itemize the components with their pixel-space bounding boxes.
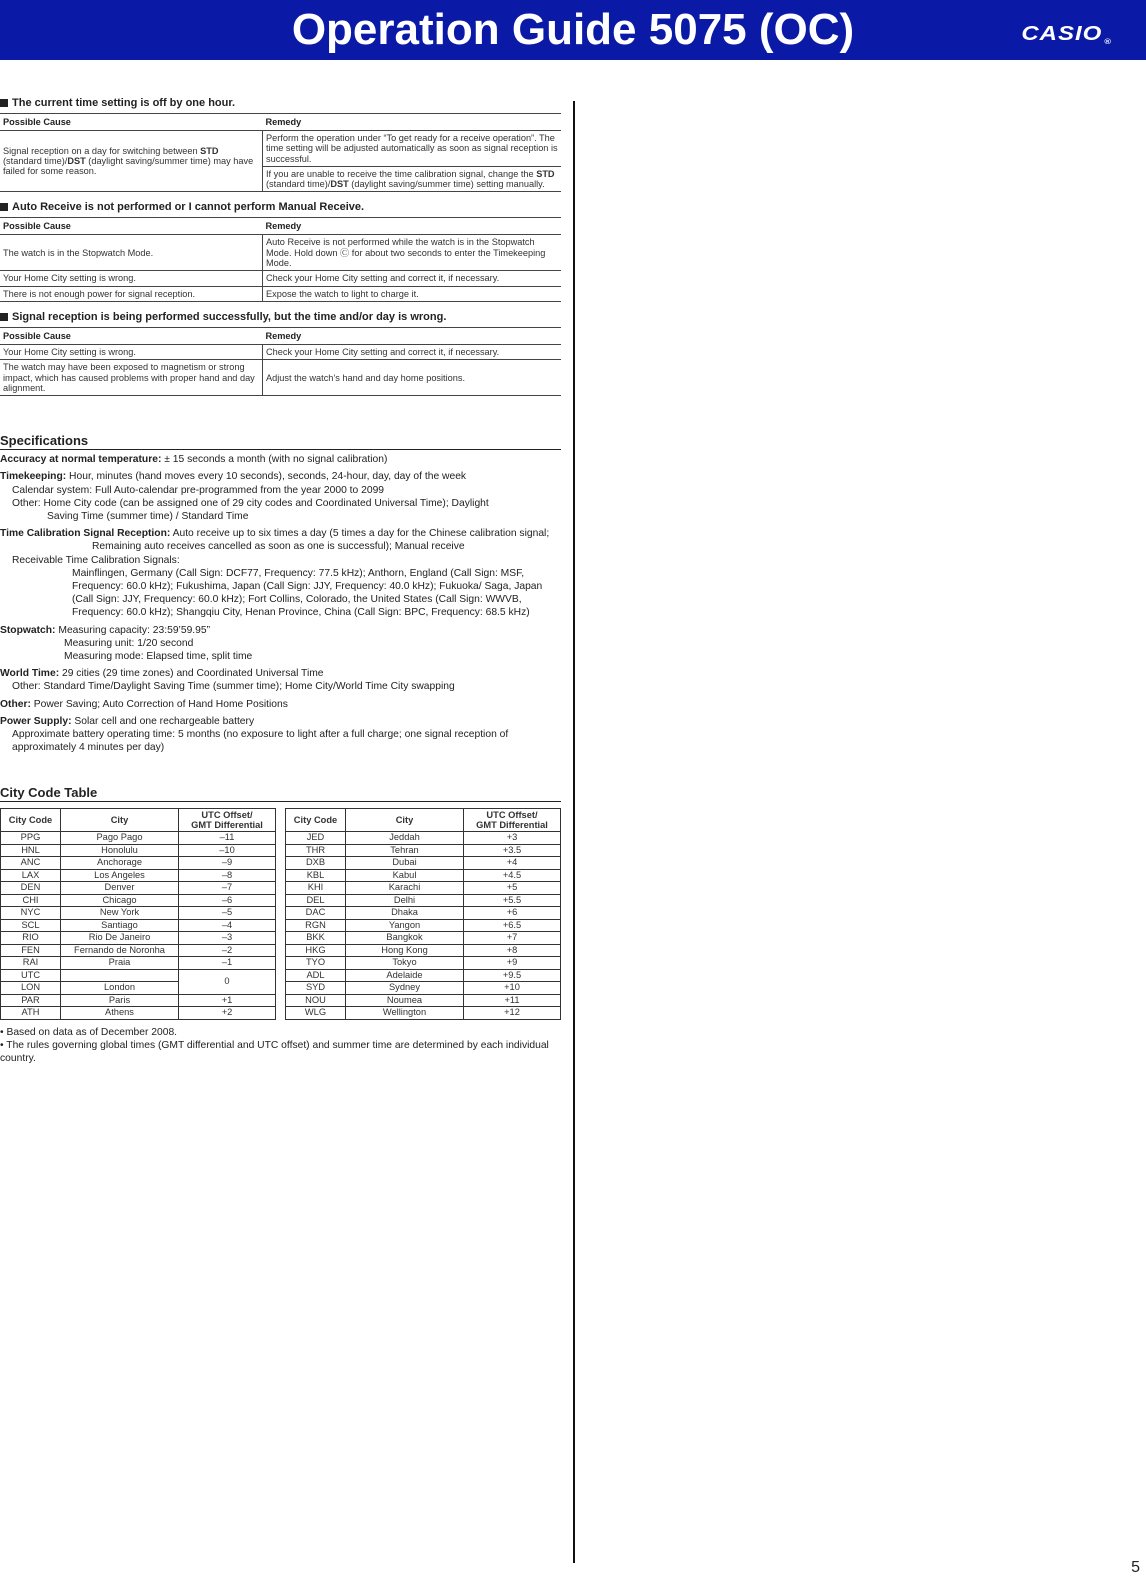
city-table-header: City [346, 809, 464, 832]
table-row [1, 894, 276, 907]
spec-text: Measuring mode: Elapsed time, split time [64, 651, 253, 662]
table-cell: –9 [179, 857, 276, 870]
table-cell: –1 [179, 957, 276, 970]
page-number: 5 [1131, 1559, 1140, 1576]
table-row [286, 907, 561, 920]
remedy-cell: If you are unable to receive the time calibration signal, change the STD (standard time)/DST (daylight saving/summer time) setting manually. [263, 166, 562, 192]
table-cell: Denver [61, 882, 179, 895]
table-cell: Pago Pago [61, 832, 179, 845]
remedy-cell: Expose the watch to light to charge it. [263, 286, 562, 301]
table-row [286, 982, 561, 995]
table-cell: BKK [286, 932, 346, 945]
col-remedy: Remedy [263, 114, 562, 131]
spec-text: Receivable Time Calibration Signals: [12, 554, 180, 566]
table-cell: TYO [286, 957, 346, 970]
table-cell: Athens [61, 1007, 179, 1020]
casio-logo [1021, 22, 1112, 46]
spec-label: Stopwatch: [0, 624, 56, 636]
cause-cell: Signal reception on a day for switching between STD (standard time)/DST (daylight saving/summer time) may have failed for some reason. [0, 131, 263, 192]
city-table-left [0, 808, 276, 1020]
table-cell: RAI [1, 957, 61, 970]
col-remedy: Remedy [263, 327, 562, 344]
table-cell: Kabul [346, 869, 464, 882]
col-remedy: Remedy [263, 218, 562, 235]
spec-line [0, 698, 561, 711]
table-cell: Rio De Janeiro [61, 932, 179, 945]
table-cell: Yangon [346, 919, 464, 932]
spec-label: Other: [0, 698, 31, 710]
table-cell: Los Angeles [61, 869, 179, 882]
table-cell: Hong Kong [346, 944, 464, 957]
table-cell: Honolulu [61, 844, 179, 857]
remedy-cell: Perform the operation under “To get ready for a receive operation”. The time setting will be adjusted automatically as soon as signal reception is successful. [263, 131, 562, 167]
spec-line [0, 453, 561, 466]
table-cell: –3 [179, 932, 276, 945]
table-cell: HKG [286, 944, 346, 957]
table-row [1, 932, 276, 945]
table-row [1, 994, 276, 1007]
spec-text: Approximate battery operating time: 5 months (no exposure to light after a full charge; one signal reception of approximately 4 minutes per day) [12, 729, 509, 754]
col-cause: Possible Cause [0, 218, 263, 235]
spec-line [0, 527, 561, 553]
table-cell: Jeddah [346, 832, 464, 845]
page-title: Operation Guide 5075 (OC) [291, 5, 855, 54]
table-cell: –5 [179, 907, 276, 920]
city-code-table-heading: City Code Table [0, 785, 561, 802]
cause-cell: Your Home City setting is wrong. [0, 271, 263, 286]
city-code-tables [0, 808, 561, 1020]
table-cell: THR [286, 844, 346, 857]
table-cell: PAR [1, 994, 61, 1007]
cause-cell: The watch is in the Stopwatch Mode. [0, 235, 263, 271]
spec-line [0, 667, 561, 680]
col-cause: Possible Cause [0, 327, 263, 344]
spec-text: Measuring unit: 1/20 second [64, 637, 194, 649]
spec-label: Timekeeping: [0, 471, 67, 483]
table-cell: Karachi [346, 882, 464, 895]
table-cell: Dhaka [346, 907, 464, 920]
spec-line [0, 624, 561, 637]
spec-line [0, 680, 561, 693]
table-row [1, 919, 276, 932]
table-cell: +12 [464, 1007, 561, 1020]
spec-text: Hour, minutes (hand moves every 10 seconds), seconds, 24-hour, day, day of the week [66, 471, 467, 483]
table-cell: Anchorage [61, 857, 179, 870]
table-cell: +10 [464, 982, 561, 995]
table-cell: Bangkok [346, 932, 464, 945]
square-bullet-icon [0, 313, 8, 321]
table-cell: Delhi [346, 894, 464, 907]
city-table-header: City Code [1, 809, 61, 832]
table-row [1, 869, 276, 882]
table-row [286, 894, 561, 907]
registered-mark: ® [1104, 37, 1112, 46]
table-cell: Santiago [61, 919, 179, 932]
table-cell: FEN [1, 944, 61, 957]
table-cell: +11 [464, 994, 561, 1007]
spec-line [0, 650, 561, 663]
spec-line [0, 715, 561, 728]
table-cell: –7 [179, 882, 276, 895]
spec-line [0, 567, 561, 620]
spec-text: Solar cell and one rechargeable battery [71, 715, 255, 727]
table-row [286, 869, 561, 882]
table-cell: KBL [286, 869, 346, 882]
table-cell: Praia [61, 957, 179, 970]
table-cell: DXB [286, 857, 346, 870]
spec-label: Power Supply: [0, 715, 72, 727]
table-row [286, 932, 561, 945]
spec-line [0, 470, 561, 483]
table-cell: UTC [1, 969, 61, 982]
remedy-cell: Check your Home City setting and correct it, if necessary. [263, 344, 562, 359]
cause-cell: The watch may have been exposed to magnetism or strong impact, which has caused problems with proper hand and day alignment. [0, 360, 263, 396]
table-row [1, 957, 276, 970]
trouble-table-1 [0, 113, 561, 192]
table-cell: ATH [1, 1007, 61, 1020]
table-row [286, 857, 561, 870]
table-cell: Chicago [61, 894, 179, 907]
square-bullet-icon [0, 99, 8, 107]
table-cell: LAX [1, 869, 61, 882]
remedy-cell: Check your Home City setting and correct it, if necessary. [263, 271, 562, 286]
table-row [286, 969, 561, 982]
table-cell: +2 [179, 1007, 276, 1020]
city-table-right [285, 808, 561, 1020]
table-cell: Dubai [346, 857, 464, 870]
table-cell: +5 [464, 882, 561, 895]
spec-text: Saving Time (summer time) / Standard Time [47, 510, 249, 522]
table-row [1, 969, 276, 982]
table-cell: CHI [1, 894, 61, 907]
table-cell: –6 [179, 894, 276, 907]
table-cell: +1 [179, 994, 276, 1007]
column-divider [573, 101, 575, 1563]
spec-text: 29 cities (29 time zones) and Coordinated Universal Time [59, 668, 324, 680]
note-line: • Based on data as of December 2008. [0, 1026, 178, 1038]
spec-text: Other: Standard Time/Daylight Saving Time (summer time); Home City/World Time City swapping [12, 681, 455, 693]
trouble-table-2 [0, 217, 561, 301]
table-row [286, 832, 561, 845]
table-cell: –10 [179, 844, 276, 857]
city-table-header: UTC Offset/ GMT Differential [464, 809, 561, 832]
table-cell: +4 [464, 857, 561, 870]
table-cell: NOU [286, 994, 346, 1007]
remedy-cell: Auto Receive is not performed while the watch is in the Stopwatch Mode. Hold down Ⓒ for about two seconds to enter the Timekeeping Mode. [263, 235, 562, 271]
table-cell: +3.5 [464, 844, 561, 857]
trouble-heading-1: The current time setting is off by one hour. [0, 97, 561, 109]
table-cell [61, 969, 179, 982]
table-row [1, 907, 276, 920]
table-cell: Paris [61, 994, 179, 1007]
spec-text: Other: Home City code (can be assigned one of 29 city codes and Coordinated Universal Time); Daylight [12, 497, 489, 509]
table-cell: RGN [286, 919, 346, 932]
table-cell: SYD [286, 982, 346, 995]
table-cell: NYC [1, 907, 61, 920]
table-cell: HNL [1, 844, 61, 857]
trouble-table-3 [0, 327, 561, 396]
city-table-header: UTC Offset/ GMT Differential [179, 809, 276, 832]
table-cell: Tehran [346, 844, 464, 857]
spec-label: Accuracy at normal temperature: [0, 454, 162, 466]
table-cell: Noumea [346, 994, 464, 1007]
spec-line [0, 637, 561, 650]
table-cell: Fernando de Noronha [61, 944, 179, 957]
table-row [286, 882, 561, 895]
spec-line [0, 728, 561, 754]
left-column [0, 97, 561, 1065]
note-line: • The rules governing global times (GMT differential and UTC offset) and summer time are determined by each individual country. [0, 1039, 549, 1064]
spec-label: Time Calibration Signal Reception: [0, 528, 171, 540]
table-cell: +9 [464, 957, 561, 970]
trouble-heading-3: Signal reception is being performed successfully, but the time and/or day is wrong. [0, 311, 561, 323]
table-cell: New York [61, 907, 179, 920]
table-row [286, 944, 561, 957]
table-cell: Wellington [346, 1007, 464, 1020]
table-cell: +8 [464, 944, 561, 957]
remedy-cell: Adjust the watch’s hand and day home positions. [263, 360, 562, 396]
table-row [286, 919, 561, 932]
spec-text: Measuring capacity: 23:59’59.95” [55, 624, 211, 636]
table-cell: Tokyo [346, 957, 464, 970]
table-cell: Sydney [346, 982, 464, 995]
table-row [1, 944, 276, 957]
col-cause: Possible Cause [0, 114, 263, 131]
table-cell: +6 [464, 907, 561, 920]
table-cell: +5.5 [464, 894, 561, 907]
table-row [286, 844, 561, 857]
table-cell: –8 [179, 869, 276, 882]
table-row [286, 1007, 561, 1020]
header-banner [0, 0, 1146, 60]
trouble-heading-2: Auto Receive is not performed or I cannot perform Manual Receive. [0, 201, 561, 213]
table-cell: RIO [1, 932, 61, 945]
table-cell: DAC [286, 907, 346, 920]
spec-line [0, 484, 561, 497]
table-cell: DEL [286, 894, 346, 907]
table-row [1, 857, 276, 870]
table-cell: –2 [179, 944, 276, 957]
city-table-header: City Code [286, 809, 346, 832]
spec-line [0, 510, 561, 523]
table-row [286, 957, 561, 970]
square-bullet-icon [0, 203, 8, 211]
spec-line [0, 497, 561, 510]
table-cell: +4.5 [464, 869, 561, 882]
specifications-heading: Specifications [0, 433, 561, 450]
table-cell: KHI [286, 882, 346, 895]
table-cell: PPG [1, 832, 61, 845]
spec-text: Calendar system: Full Auto-calendar pre-programmed from the year 2000 to 2099 [12, 484, 385, 496]
city-table-notes [0, 1026, 561, 1065]
table-cell: SCL [1, 919, 61, 932]
table-cell: –4 [179, 919, 276, 932]
city-table-header: City [61, 809, 179, 832]
spec-text: Power Saving; Auto Correction of Hand Home Positions [30, 698, 288, 710]
spec-label: World Time: [0, 668, 60, 680]
table-cell: WLG [286, 1007, 346, 1020]
table-cell: ANC [1, 857, 61, 870]
table-row [1, 844, 276, 857]
table-cell: 0 [179, 969, 276, 994]
table-cell: +6.5 [464, 919, 561, 932]
table-cell: ADL [286, 969, 346, 982]
table-row [1, 832, 276, 845]
table-row [286, 994, 561, 1007]
spec-text: Mainflingen, Germany (Call Sign: DCF77, Frequency: 77.5 kHz); Anthorn, England (Call Sign: MSF, Frequency: 60.0 kHz); Fukushima, Japan (Call Sign: JJY, Frequency: 40.0 kHz); Fukuoka/ Saga, Japan (Call Sign: JJY, Frequency: 60.0 kHz); Fort Collins, Colorado, the United States (Call Sign: WWVB, Frequency: 60.0 kHz); Shangqiu City, Henan Province, China (Call Sign: BPC, Frequency: 68.5 kHz) [72, 567, 543, 619]
table-row [1, 882, 276, 895]
spec-text: Auto receive up to six times a day (5 times a day for the Chinese calibration signal; Remaining auto receives cancelled as soon as one is successful); Manual receive [92, 528, 550, 553]
table-cell: +7 [464, 932, 561, 945]
spec-line [0, 554, 561, 567]
table-cell: JED [286, 832, 346, 845]
table-cell: +3 [464, 832, 561, 845]
table-cell: London [61, 982, 179, 995]
table-row [1, 1007, 276, 1020]
cause-cell: There is not enough power for signal reception. [0, 286, 263, 301]
specifications-body [0, 453, 561, 754]
table-cell: Adelaide [346, 969, 464, 982]
spec-text: ± 15 seconds a month (with no signal calibration) [161, 454, 388, 466]
table-cell: +9.5 [464, 969, 561, 982]
logo-text: CASIO [1021, 22, 1103, 46]
table-cell: –11 [179, 832, 276, 845]
table-cell: DEN [1, 882, 61, 895]
cause-cell: Your Home City setting is wrong. [0, 344, 263, 359]
table-cell: LON [1, 982, 61, 995]
